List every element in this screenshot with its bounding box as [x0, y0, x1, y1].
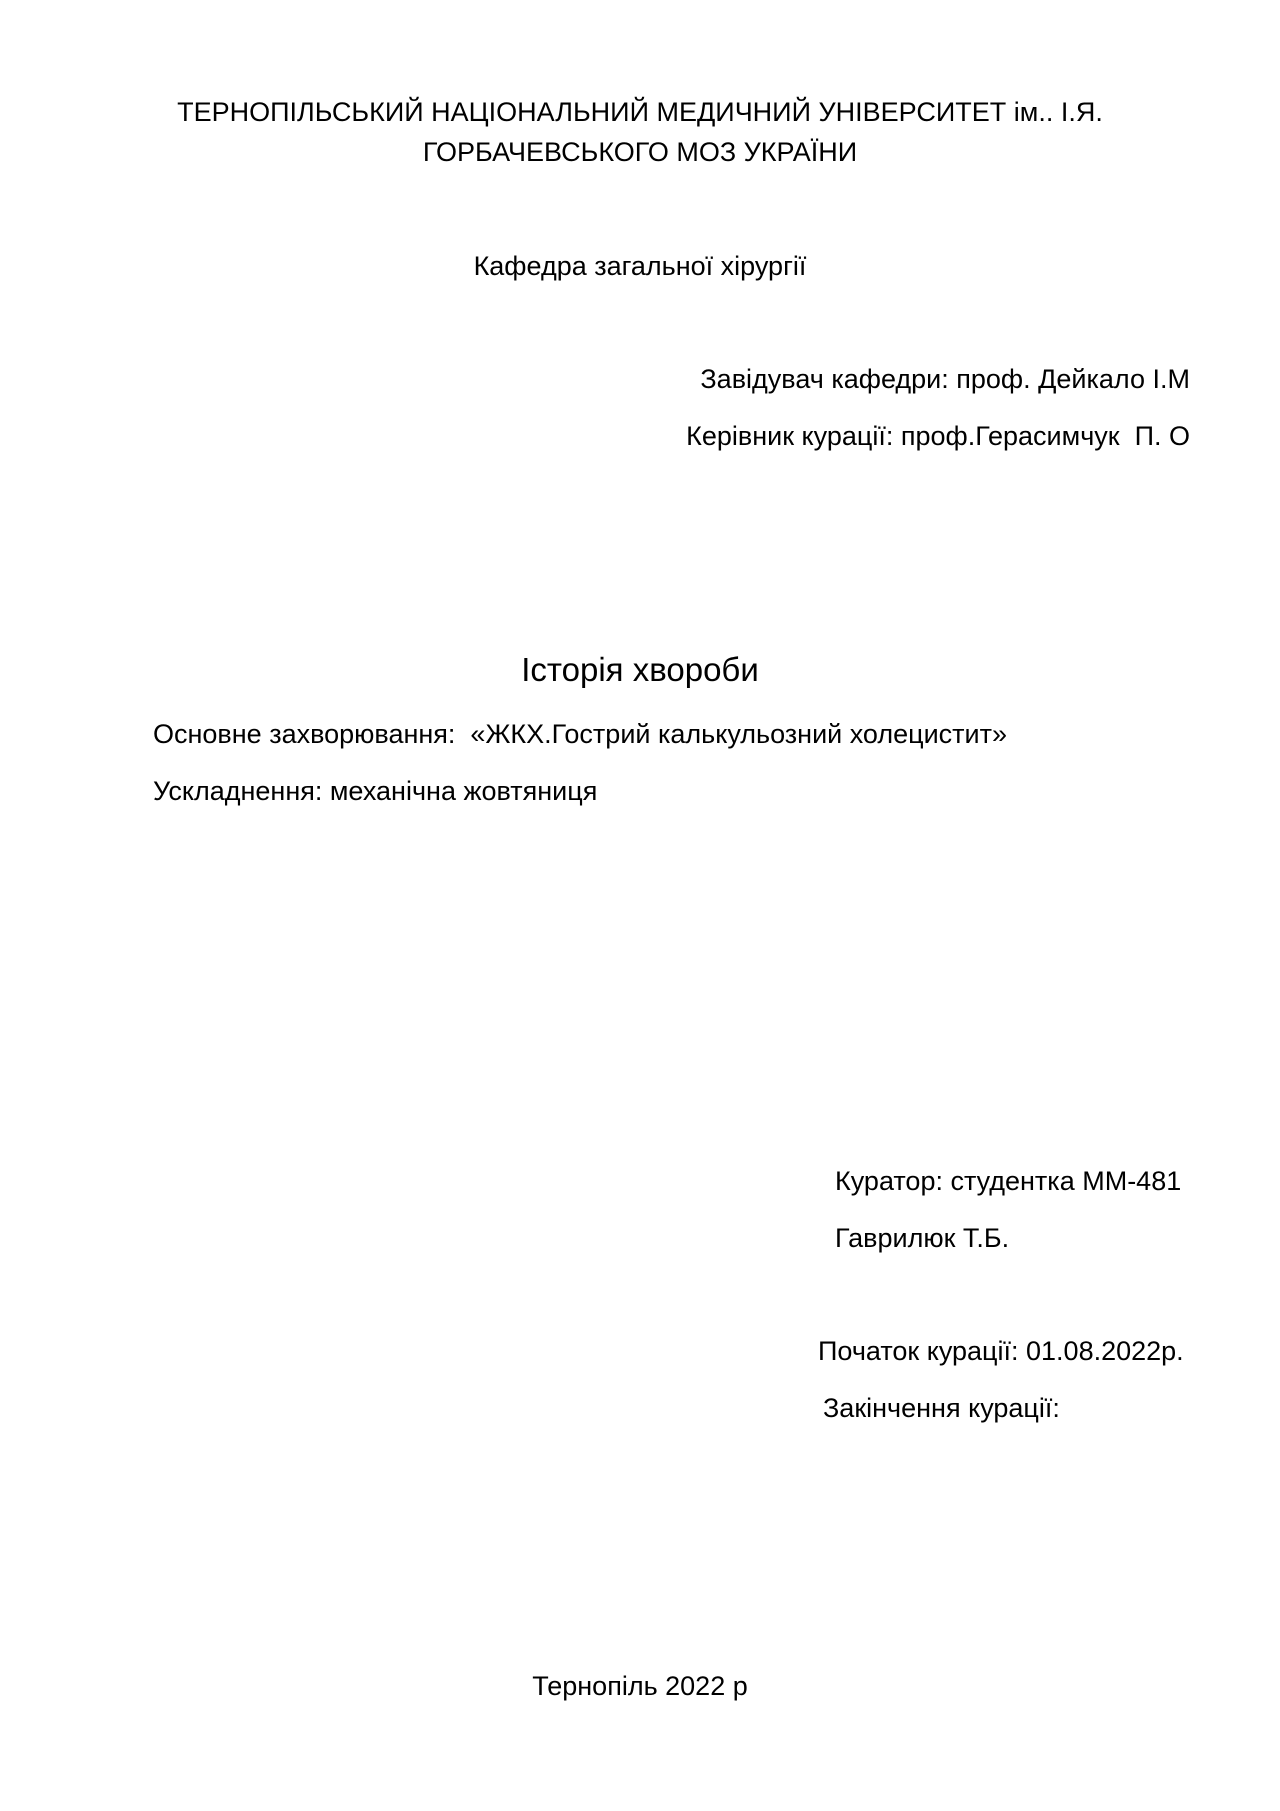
document-title: Історія хвороби [521, 651, 759, 688]
curation-start: Початок курації: 01.08.2022р. [818, 1336, 1184, 1366]
curator-line: Куратор: студентка ММ-481 [835, 1166, 1182, 1196]
complication: Ускладнення: механічна жовтяниця [153, 776, 598, 806]
curator-name: Гаврилюк Т.Б. [835, 1223, 1010, 1253]
university-name-line2: ГОРБАЧЕВСЬКОГО МОЗ УКРАЇНИ [422, 137, 858, 167]
place-and-year: Тернопіль 2022 р [532, 1671, 748, 1701]
university-name-line1: ТЕРНОПІЛЬСЬКИЙ НАЦІОНАЛЬНИЙ МЕДИЧНИЙ УНІВЕРСИТЕТ ім.. І.Я. [177, 97, 1103, 127]
curation-end: Закінчення курації: [823, 1393, 1060, 1423]
department-name: Кафедра загальної хірургії [473, 251, 807, 281]
curation-supervisor: Керівник курації: проф.Герасимчук П. О [686, 421, 1190, 451]
head-of-department: Завідувач кафедри: проф. Дейкало І.М [700, 364, 1190, 394]
main-disease: Основне захворювання: «ЖКХ.Гострий калькульозний холецистит» [153, 719, 1008, 749]
